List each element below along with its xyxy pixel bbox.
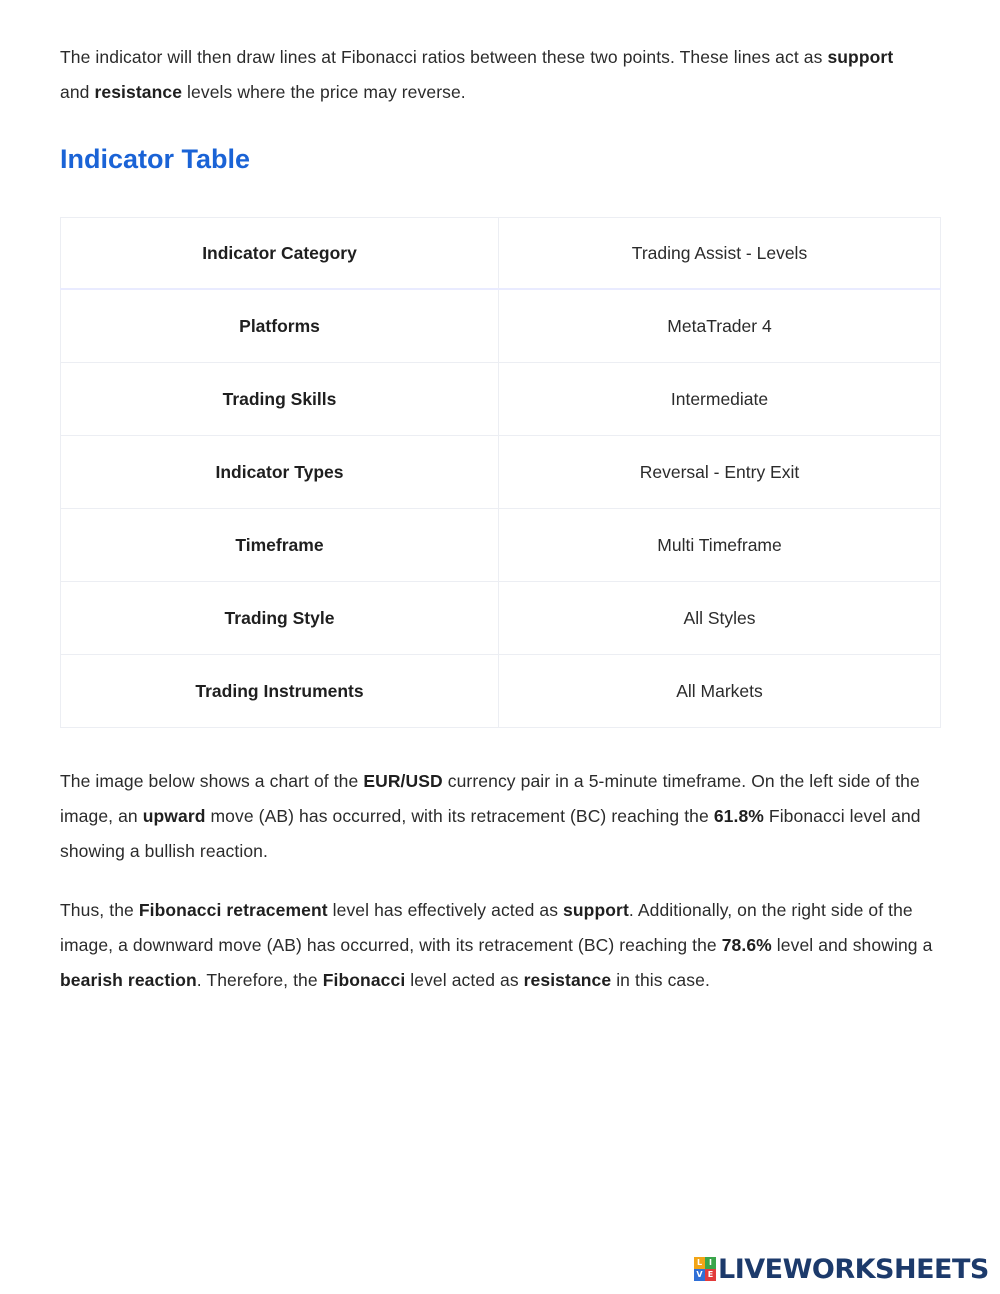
table-key: Indicator Category [61, 218, 499, 290]
chart-description-paragraph: The image below shows a chart of the EUR/USD currency pair in a 5-minute timeframe. On the left side of the image, an upward move (AB) has occurred, with its retracement (BC) reaching the 61.8% Fibonacci level and showing a bullish reaction. [60, 771, 921, 861]
bold-fibonacci-retracement: Fibonacci retracement [138, 900, 328, 920]
table-key: Trading Skills [61, 363, 499, 436]
table-value: Reversal - Entry Exit [499, 436, 941, 509]
logo-mark-letter: I [705, 1257, 716, 1269]
table-row [61, 509, 941, 582]
table-value: MetaTrader 4 [499, 289, 941, 363]
bold-618: 61.8% [713, 806, 764, 826]
bold-upward: upward [142, 806, 206, 826]
table-row [61, 655, 941, 728]
table-row [61, 289, 941, 363]
table-value: Trading Assist - Levels [499, 218, 941, 290]
logo-mark-icon [694, 1257, 716, 1281]
table-value: All Styles [499, 582, 941, 655]
table-key: Indicator Types [61, 436, 499, 509]
section-title: Indicator Table [60, 144, 251, 174]
bold-eurusd: EUR/USD [363, 771, 443, 791]
bold-support: support [563, 900, 629, 920]
bold-bearish-reaction: bearish reaction [60, 970, 197, 990]
table-key: Trading Style [61, 582, 499, 655]
liveworksheets-logo [694, 1252, 989, 1286]
table-value: All Markets [499, 655, 941, 728]
table-row [61, 363, 941, 436]
table-row [61, 436, 941, 509]
intro-bold-support: support [827, 47, 894, 67]
document-content [60, 40, 942, 998]
bold-786: 78.6% [721, 935, 772, 955]
table-value: Multi Timeframe [499, 509, 941, 582]
logo-mark-letter: E [705, 1269, 716, 1281]
intro-bold-resistance: resistance [94, 82, 183, 102]
table-row [61, 218, 941, 290]
table-key: Trading Instruments [61, 655, 499, 728]
table-key: Platforms [61, 289, 499, 363]
logo-mark-letter: V [694, 1269, 705, 1281]
conclusion-paragraph: Thus, the Fibonacci retracement level has effectively acted as support. Additionally, on the right side of the image, a downward move (AB) has occurred, with its retracement (BC) reaching the 78.6% level and showing a bearish reaction. Therefore, the Fibonacci level acted as resistance in this case. [60, 900, 933, 990]
intro-paragraph: The indicator will then draw lines at Fibonacci ratios between these two points. These lines act as support and resistance levels where the price may reverse. [60, 47, 894, 102]
table-value: Intermediate [499, 363, 941, 436]
bold-resistance: resistance [523, 970, 612, 990]
table-key: Timeframe [61, 509, 499, 582]
bold-fibonacci: Fibonacci [322, 970, 406, 990]
logo-text: LIVEWORKSHEETS [718, 1253, 989, 1285]
table-row [61, 582, 941, 655]
indicator-table [60, 217, 941, 728]
logo-mark-letter: L [694, 1257, 705, 1269]
